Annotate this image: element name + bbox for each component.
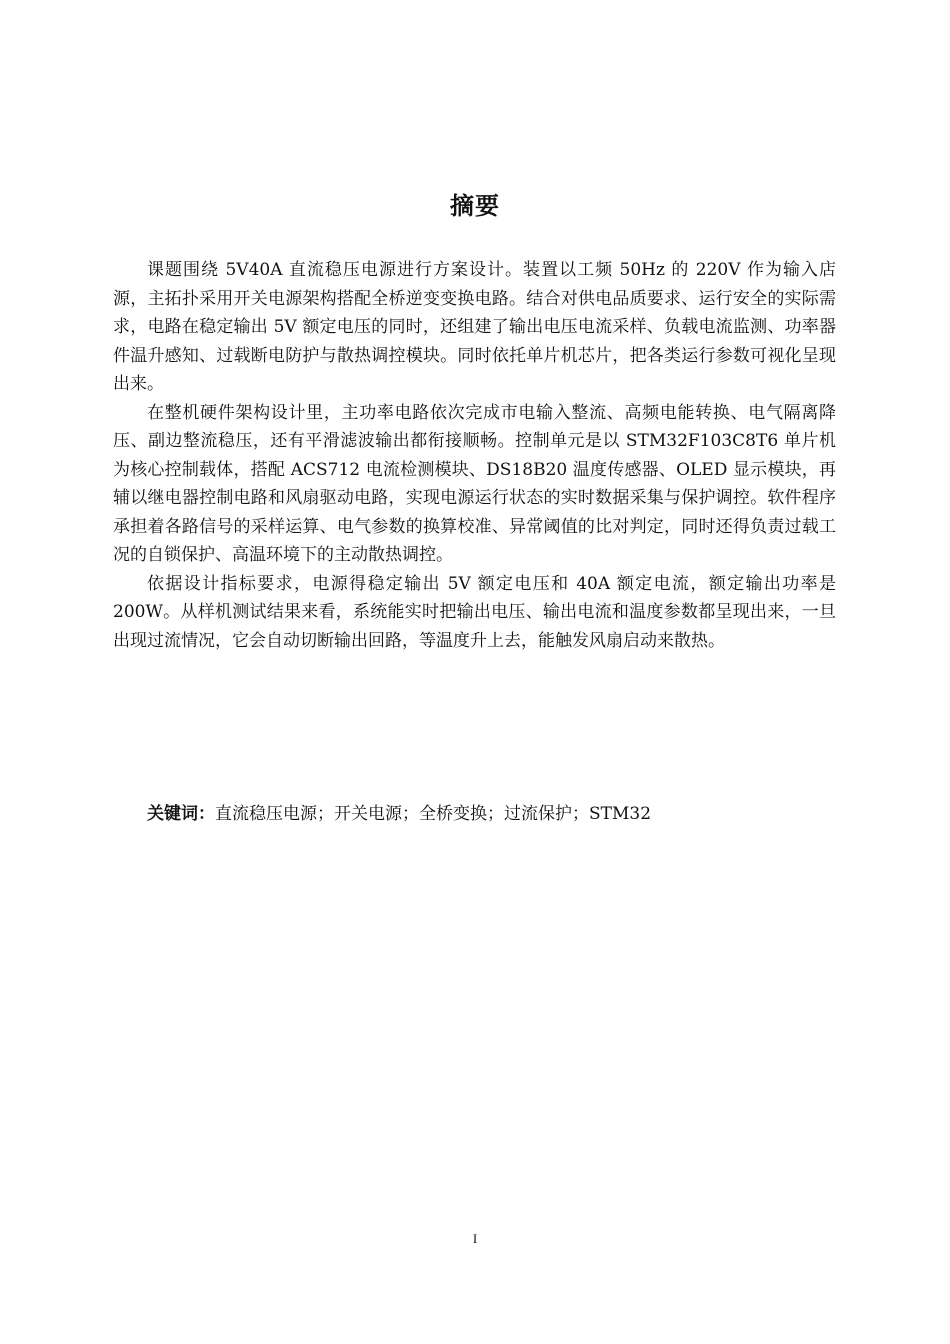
page-number: I: [472, 1231, 478, 1246]
abstract-title: 摘要: [450, 192, 500, 220]
abstract-paragraph-3: 依据设计指标要求，电源得稳定输出 5V 额定电压和 40A 额定电流，额定输出功率是 200W。从样机测试结果来看，系统能实时把输出电压、输出电流和温度参数都呈现出来，一旦出现过流情况，它会自动切断输出回路，等温度升上去，能触发风扇启动来散热。: [113, 573, 836, 651]
keywords-line: [147, 800, 837, 828]
keywords-text: 直流稳压电源；开关电源；全桥变换；过流保护；STM32: [215, 804, 652, 824]
abstract-paragraph-2: 在整机硬件架构设计里，主功率电路依次完成市电输入整流、高频电能转换、电气隔离降压、副边整流稳压，还有平滑滤波输出都衔接顺畅。控制单元是以 STM32F103C8T6 单片机为核心控制载体，搭配 ACS712 电流检测模块、DS18B20 温度传感器、OLED 显示模块，再辅以继电器控制电路和风扇驱动电路，实现电源运行状态的实时数据采集与保护调控。软件程序承担着各路信号的采样运算、电气参数的换算校准、异常阈值的比对判定，同时还得负责过载工况的自锁保护、高温环境下的主动散热调控。: [113, 402, 836, 565]
abstract-body: [113, 256, 836, 655]
abstract-paragraph-1: 课题围绕 5V40A 直流稳压电源进行方案设计。装置以工频 50Hz 的 220V 作为输入店源，主拓扑采用开关电源架构搭配全桥逆变变换电路。结合对供电品质要求、运行安全的实际需求，电路在稳定输出 5V 额定电压的同时，还组建了输出电压电流采样、负载电流监测、功率器件温升感知、过载断电防护与散热调控模块。同时依托单片机芯片，把各类运行参数可视化呈现出来。: [113, 260, 836, 394]
keywords-label: 关键词：: [147, 804, 215, 824]
